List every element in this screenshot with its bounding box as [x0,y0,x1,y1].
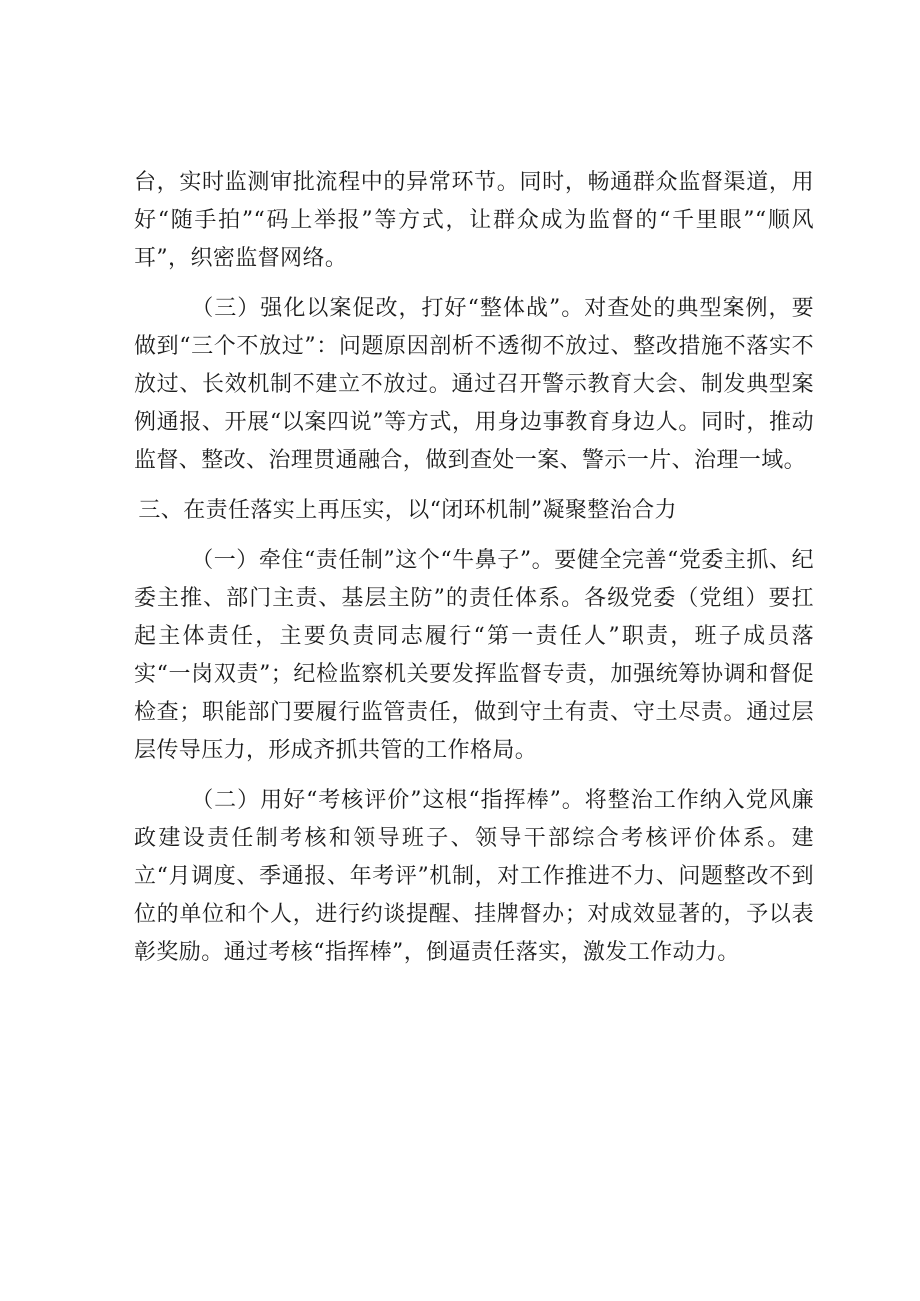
paragraph-subsection-2: （二）用好“考核评价”这根“指挥棒”。将整治工作纳入党风廉政建设责任制考核和领导班子、领导干部综合考核评价体系。建立“月调度、季通报、年考评”机制，对工作推进不力、问题整改不到位的单位和个人，进行约谈提醒、挂牌督办；对成效显著的，予以表彰奖励。通过考核“指挥棒”，倒逼责任落实，激发工作动力。 [134,788,814,965]
paragraph-section-3: （三）强化以案促改，打好“整体战”。对查处的典型案例，要做到“三个不放过”：问题原因剖析不透彻不放过、整改措施不落实不放过、长效机制不建立不放过。通过召开警示教育大会、制发典型案例通报、开展“以案四说”等方式，用身边事教育身边人。同时，推动监督、整改、治理贯通融合，做到查处一案、警示一片、治理一域。 [134,296,814,473]
paragraph-subsection-1: （一）牵住“责任制”这个“牛鼻子”。要健全完善“党委主抓、纪委主推、部门主责、基层主防”的责任体系。各级党委（党组）要扛起主体责任，主要负责同志履行“第一责任人”职责，班子成员落实“一岗双责”；纪检监察机关要发挥监督专责，加强统筹协调和督促检查；职能部门要履行监管责任，做到守土有责、守土尽责。通过层层传导压力，形成齐抓共管的工作格局。 [134,548,814,763]
paragraph-continuation: 台，实时监测审批流程中的异常环节。同时，畅通群众监督渠道，用好“随手拍”“码上举报”等方式，让群众成为监督的“千里眼”“顺风耳”，织密监督网络。 [134,170,814,271]
document-body [134,164,814,984]
section-heading-3: 三、在责任落实上再压实，以“闭环机制”凝聚整治合力 [138,498,677,523]
